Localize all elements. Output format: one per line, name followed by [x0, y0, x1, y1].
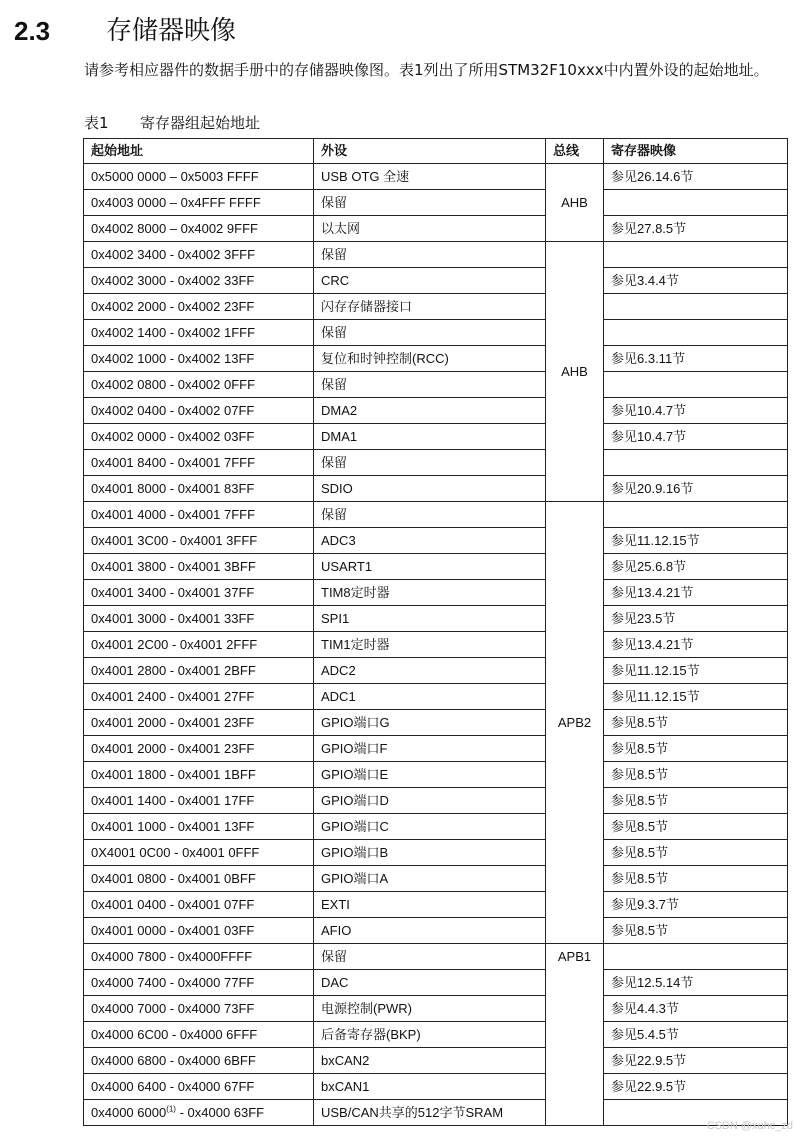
register-map-cell: 参见13.4.21节: [604, 632, 788, 658]
start-address-cell: 0x4001 2400 - 0x4001 27FF: [84, 684, 314, 710]
peripheral-cell: USB OTG 全速: [314, 164, 546, 190]
start-address-cell: 0x4001 4000 - 0x4001 7FFF: [84, 502, 314, 528]
register-map-cell: 参见13.4.21节: [604, 580, 788, 606]
footnote-marker: (1): [166, 1104, 176, 1114]
start-address-cell: 0x4002 0400 - 0x4002 07FF: [84, 398, 314, 424]
start-address-cell: 0x5000 0000 – 0x5003 FFFF: [84, 164, 314, 190]
start-address-cell: [84, 1100, 314, 1126]
register-map-cell: 参见8.5节: [604, 736, 788, 762]
register-map-cell: [604, 294, 788, 320]
register-map-cell: 参见8.5节: [604, 788, 788, 814]
table-row: [84, 1074, 788, 1100]
table-caption-number: 表1: [84, 114, 109, 132]
start-address-cell: 0x4000 7800 - 0x4000FFFF: [84, 944, 314, 970]
table-row: [84, 320, 788, 346]
peripheral-cell: CRC: [314, 268, 546, 294]
register-map-cell: 参见9.3.7节: [604, 892, 788, 918]
register-map-cell: 参见6.3.11节: [604, 346, 788, 372]
register-map-cell: 参见10.4.7节: [604, 398, 788, 424]
table-caption: [84, 113, 260, 133]
peripheral-cell: 电源控制(PWR): [314, 996, 546, 1022]
register-map-cell: 参见11.12.15节: [604, 528, 788, 554]
start-address-cell: 0x4001 8000 - 0x4001 83FF: [84, 476, 314, 502]
table-row: [84, 1022, 788, 1048]
register-map-cell: 参见22.9.5节: [604, 1074, 788, 1100]
peripheral-cell: GPIO端口D: [314, 788, 546, 814]
start-address-cell: 0x4001 2000 - 0x4001 23FF: [84, 736, 314, 762]
peripheral-cell: 闪存存储器接口: [314, 294, 546, 320]
table-row: [84, 424, 788, 450]
peripheral-cell: ADC1: [314, 684, 546, 710]
peripheral-cell: 保留: [314, 450, 546, 476]
register-map-cell: 参见27.8.5节: [604, 216, 788, 242]
peripheral-cell: 保留: [314, 242, 546, 268]
start-address-cell: 0x4002 0000 - 0x4002 03FF: [84, 424, 314, 450]
table-row: [84, 996, 788, 1022]
register-map-cell: 参见23.5节: [604, 606, 788, 632]
start-address-begin: 0x4000 6000: [91, 1105, 167, 1120]
register-map-cell: 参见8.5节: [604, 866, 788, 892]
table-row: [84, 788, 788, 814]
table-row: [84, 554, 788, 580]
start-address-cell: 0x4000 6800 - 0x4000 6BFF: [84, 1048, 314, 1074]
start-address-cell: 0x4002 3400 - 0x4002 3FFF: [84, 242, 314, 268]
register-map-cell: 参见8.5节: [604, 710, 788, 736]
section-number: 2.3: [14, 16, 51, 46]
start-address-cell: 0x4001 0400 - 0x4001 07FF: [84, 892, 314, 918]
header-start-address: 起始地址: [84, 139, 314, 164]
peripheral-cell: 保留: [314, 320, 546, 346]
peripheral-cell: 保留: [314, 944, 546, 970]
table-row: [84, 242, 788, 268]
table-row: [84, 1100, 788, 1126]
register-map-cell: 参见22.9.5节: [604, 1048, 788, 1074]
register-map-cell: 参见8.5节: [604, 762, 788, 788]
peripheral-cell: GPIO端口A: [314, 866, 546, 892]
peripheral-cell: 后备寄存器(BKP): [314, 1022, 546, 1048]
peripheral-cell: DMA2: [314, 398, 546, 424]
start-address-cell: 0x4000 7000 - 0x4000 73FF: [84, 996, 314, 1022]
peripheral-cell: GPIO端口F: [314, 736, 546, 762]
table-body: [84, 164, 788, 1126]
peripheral-cell: SPI1: [314, 606, 546, 632]
table-row: [84, 346, 788, 372]
start-address-cell: 0x4001 1400 - 0x4001 17FF: [84, 788, 314, 814]
start-address-cell: 0x4002 1000 - 0x4002 13FF: [84, 346, 314, 372]
table-row: [84, 580, 788, 606]
peripheral-cell: SDIO: [314, 476, 546, 502]
peripheral-cell: EXTI: [314, 892, 546, 918]
start-address-cell: 0x4002 0800 - 0x4002 0FFF: [84, 372, 314, 398]
register-map-cell: 参见8.5节: [604, 814, 788, 840]
table-row: [84, 918, 788, 944]
start-address-cell: 0x4001 1800 - 0x4001 1BFF: [84, 762, 314, 788]
start-address-end: - 0x4000 63FF: [175, 1105, 265, 1120]
start-address-cell: 0x4001 3C00 - 0x4001 3FFF: [84, 528, 314, 554]
table-row: [84, 736, 788, 762]
register-map-cell: [604, 944, 788, 970]
table-row: [84, 1048, 788, 1074]
peripheral-cell: ADC3: [314, 528, 546, 554]
table-row: [84, 684, 788, 710]
table-row: [84, 294, 788, 320]
register-map-cell: 参见4.4.3节: [604, 996, 788, 1022]
table-row: [84, 762, 788, 788]
start-address-cell: 0x4001 0800 - 0x4001 0BFF: [84, 866, 314, 892]
table-row: [84, 216, 788, 242]
peripheral-cell: 复位和时钟控制(RCC): [314, 346, 546, 372]
watermark: CSDN @xuhc_zd: [706, 1120, 793, 1132]
table-row: [84, 268, 788, 294]
register-map-cell: [604, 372, 788, 398]
peripheral-cell: 保留: [314, 190, 546, 216]
register-map-cell: [604, 320, 788, 346]
peripheral-cell: 保留: [314, 372, 546, 398]
start-address-cell: 0x4001 1000 - 0x4001 13FF: [84, 814, 314, 840]
peripheral-cell: bxCAN2: [314, 1048, 546, 1074]
start-address-cell: 0x4001 8400 - 0x4001 7FFF: [84, 450, 314, 476]
register-map-cell: 参见25.6.8节: [604, 554, 788, 580]
table-row: [84, 450, 788, 476]
register-map-cell: 参见10.4.7节: [604, 424, 788, 450]
table-row: [84, 502, 788, 528]
start-address-cell: 0x4002 8000 – 0x4002 9FFF: [84, 216, 314, 242]
bus-cell: APB2: [546, 502, 604, 944]
section-title: 存储器映像: [106, 16, 237, 46]
table-row: [84, 814, 788, 840]
table-row: [84, 398, 788, 424]
start-address-cell: 0x4001 2800 - 0x4001 2BFF: [84, 658, 314, 684]
table-row: [84, 892, 788, 918]
table-row: [84, 606, 788, 632]
start-address-cell: 0x4002 2000 - 0x4002 23FF: [84, 294, 314, 320]
table-row: [84, 164, 788, 190]
register-map-cell: 参见20.9.16节: [604, 476, 788, 502]
table-caption-title: 寄存器组起始地址: [140, 114, 261, 132]
start-address-cell: 0x4001 0000 - 0x4001 03FF: [84, 918, 314, 944]
start-address-cell: 0X4001 0C00 - 0x4001 0FFF: [84, 840, 314, 866]
register-map-cell: 参见8.5节: [604, 840, 788, 866]
register-map-cell: 参见5.4.5节: [604, 1022, 788, 1048]
peripheral-cell: TIM1定时器: [314, 632, 546, 658]
register-map-cell: [604, 242, 788, 268]
peripheral-cell: GPIO端口B: [314, 840, 546, 866]
table-row: [84, 528, 788, 554]
peripheral-cell: AFIO: [314, 918, 546, 944]
table-header-row: [84, 139, 788, 164]
register-map-cell: [604, 450, 788, 476]
register-map-cell: 参见11.12.15节: [604, 684, 788, 710]
header-bus: 总线: [546, 139, 604, 164]
start-address-cell: 0x4001 2C00 - 0x4001 2FFF: [84, 632, 314, 658]
table-row: [84, 710, 788, 736]
peripheral-cell: DMA1: [314, 424, 546, 450]
start-address-cell: 0x4001 3000 - 0x4001 33FF: [84, 606, 314, 632]
register-map-cell: 参见3.4.4节: [604, 268, 788, 294]
start-address-cell: 0x4001 3800 - 0x4001 3BFF: [84, 554, 314, 580]
table-row: [84, 970, 788, 996]
table-row: [84, 190, 788, 216]
start-address-cell: 0x4000 6C00 - 0x4000 6FFF: [84, 1022, 314, 1048]
header-register-map: 寄存器映像: [604, 139, 788, 164]
peripheral-cell: 以太网: [314, 216, 546, 242]
start-address-cell: 0x4001 3400 - 0x4001 37FF: [84, 580, 314, 606]
bus-cell: AHB: [546, 164, 604, 242]
table-row: [84, 476, 788, 502]
register-map-cell: [604, 190, 788, 216]
peripheral-cell: 保留: [314, 502, 546, 528]
start-address-cell: 0x4002 1400 - 0x4002 1FFF: [84, 320, 314, 346]
intro-paragraph: 请参考相应器件的数据手册中的存储器映像图。表1列出了所用STM32F10xxx中内置外设的起始地址。: [84, 61, 769, 79]
bus-cell: APB1: [546, 944, 604, 1126]
peripheral-cell: USART1: [314, 554, 546, 580]
register-map-cell: 参见8.5节: [604, 918, 788, 944]
start-address-cell: 0x4003 0000 – 0x4FFF FFFF: [84, 190, 314, 216]
table-row: [84, 658, 788, 684]
peripheral-cell: DAC: [314, 970, 546, 996]
start-address-cell: 0x4000 7400 - 0x4000 77FF: [84, 970, 314, 996]
bus-cell: AHB: [546, 242, 604, 502]
peripheral-cell: GPIO端口G: [314, 710, 546, 736]
peripheral-cell: ADC2: [314, 658, 546, 684]
header-peripheral: 外设: [314, 139, 546, 164]
peripheral-cell: bxCAN1: [314, 1074, 546, 1100]
table-row: [84, 372, 788, 398]
table-row: [84, 632, 788, 658]
table-row: [84, 944, 788, 970]
peripheral-cell: TIM8定时器: [314, 580, 546, 606]
register-address-table: [83, 138, 788, 1126]
peripheral-cell: GPIO端口E: [314, 762, 546, 788]
peripheral-cell: USB/CAN共享的512字节SRAM: [314, 1100, 546, 1126]
table-row: [84, 840, 788, 866]
register-map-cell: 参见11.12.15节: [604, 658, 788, 684]
start-address-cell: 0x4001 2000 - 0x4001 23FF: [84, 710, 314, 736]
table-row: [84, 866, 788, 892]
register-map-cell: 参见26.14.6节: [604, 164, 788, 190]
register-map-cell: [604, 502, 788, 528]
register-map-cell: 参见12.5.14节: [604, 970, 788, 996]
start-address-cell: 0x4000 6400 - 0x4000 67FF: [84, 1074, 314, 1100]
peripheral-cell: GPIO端口C: [314, 814, 546, 840]
start-address-cell: 0x4002 3000 - 0x4002 33FF: [84, 268, 314, 294]
